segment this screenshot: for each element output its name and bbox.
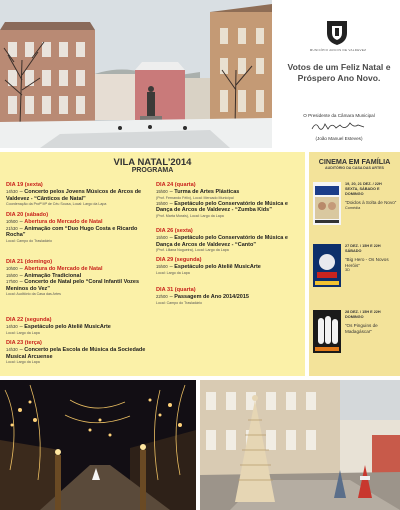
event-line <box>156 264 296 271</box>
event-time: 10h00 <box>6 219 18 224</box>
event-dash: – <box>169 264 175 270</box>
event-time: 15h00 <box>156 189 168 194</box>
movie-item <box>345 310 399 334</box>
movie-title: “Os Pinguins de Madagáscar” <box>345 323 378 334</box>
event-location-note: (Prof. Fernando Félix), Local: Mercado Municipal <box>156 195 234 200</box>
program-day <box>156 228 296 253</box>
crest-caption: MUNICÍPIO ARCOS DE VALDEVEZ <box>309 48 367 52</box>
christmas-program-panel <box>0 152 305 376</box>
event-dash: – <box>169 235 175 241</box>
event-location-note: Coordenação da Profª Mª de Céu Sousa, Local: Largo da Lapa <box>6 202 107 207</box>
movie-days: DOMINGO <box>345 315 364 319</box>
event-dash: – <box>19 219 25 225</box>
event-dash: – <box>19 189 25 195</box>
municipal-crest-logo <box>324 18 350 46</box>
event-dash: – <box>19 347 25 353</box>
event-time: 15h00 <box>156 200 168 206</box>
program-title: VILA NATAL’2014 <box>113 157 192 168</box>
movie-poster-pinguins <box>313 310 341 353</box>
movie-genre: 3D <box>345 268 350 273</box>
program-subtitle: PROGRAMA <box>131 167 174 174</box>
movie-date: 19, 20, 21 DEZ. / 22H <box>345 182 382 186</box>
event-text: Turma de Artes Plásticas <box>174 189 240 195</box>
event-text: Abertura do Mercado de Natal <box>24 266 103 272</box>
movie-item <box>345 182 399 211</box>
day-heading: DIA 20 (sábado) <box>6 212 49 218</box>
movie-genre: Comédia <box>345 205 361 210</box>
event-text: Espetáculo pelo Conservatório de Música e Dança de Arcos de Valdevez - “Canto” <box>156 235 288 248</box>
movie-title: “Big Hero - Os Novos Heróis” <box>345 257 389 268</box>
event-time: 15h00 <box>6 272 18 278</box>
event-location-note: Local: Largo da Lapa <box>6 330 40 335</box>
event-text: Animação Tradicional <box>24 272 82 279</box>
movie-item <box>345 244 399 273</box>
event-dash: – <box>19 266 25 272</box>
event-line <box>6 324 146 331</box>
movie-poster-big-hero <box>313 244 341 287</box>
event-line <box>156 235 296 248</box>
event-text: Concerto pela Escola de Música da Sociedade Musical Arcuense <box>6 347 146 360</box>
movie-date: 28 DEZ. / 15H E 22H <box>345 310 381 314</box>
event-time: 17h00 <box>6 279 18 285</box>
event-text: Concerto pelos Jovens Músicos de Arcos de Valdevez - “Cânticos de Natal” <box>6 189 142 202</box>
event-line <box>6 189 146 202</box>
greeting-title: Votos de um Feliz Natal e Próspero Ano Novo. <box>287 62 391 83</box>
day-heading: DIA 24 (quarta) <box>156 182 196 188</box>
event-line <box>6 279 146 292</box>
event-time: 15h00 <box>156 264 168 269</box>
event-line <box>156 189 296 196</box>
event-location-note: Local: Campo do Trasladário <box>6 238 52 243</box>
event-text: Espetáculo pelo Ateliê MusicArte <box>174 264 261 270</box>
event-text: Espetáculo pelo Ateliê MusicArte <box>24 324 111 330</box>
day-heading: DIA 21 (domingo) <box>6 259 53 265</box>
event-time: 22h00 <box>156 294 168 299</box>
program-day <box>6 259 146 297</box>
event-location-note: Local: Largo da Lapa <box>6 360 40 365</box>
town-square-photo <box>0 0 272 148</box>
event-text: Animação com “Duo Hugo Costa e Ricardo Rocha” <box>6 225 138 239</box>
event-line <box>6 219 146 226</box>
day-heading: DIA 29 (segunda) <box>156 257 202 263</box>
event-text: Passagem de Ano 2014/2015 <box>174 294 249 300</box>
event-line <box>6 347 146 360</box>
event-time: 10h00 <box>6 266 18 271</box>
event-location-note: (Prof. Marta Morais), Local: Largo da Lapa <box>156 213 224 218</box>
program-day <box>156 182 296 219</box>
day-heading: DIA 31 (quarta) <box>156 287 196 293</box>
program-day <box>6 212 146 244</box>
signature-image <box>310 119 366 133</box>
event-line <box>6 273 146 280</box>
program-day <box>156 257 296 276</box>
day-heading: DIA 19 (sexta) <box>6 182 43 188</box>
event-dash: – <box>169 294 175 300</box>
event-dash: – <box>19 324 25 330</box>
event-time: 21h30 <box>6 225 18 231</box>
program-day <box>6 317 146 336</box>
day-heading: DIA 26 (sexta) <box>156 228 193 234</box>
event-location-note: Local: Largo da Lapa <box>156 270 190 275</box>
event-dash: – <box>19 225 25 232</box>
event-line <box>156 294 296 301</box>
event-location-note: (Prof. Liliana Nogueira), Local: Largo da Lapa <box>156 248 229 253</box>
cinema-panel <box>309 152 400 376</box>
signer-name: (João Manuel Esteves) <box>315 136 363 141</box>
day-heading: DIA 22 (segunda) <box>6 317 52 323</box>
event-location-note: Local: Campo do Trasladário <box>156 300 202 305</box>
event-time: 15h00 <box>156 235 168 240</box>
program-day <box>156 287 296 306</box>
event-time: 14h30 <box>6 189 18 194</box>
event-location-note: Local: Auditório da Casa das Artes <box>6 292 61 297</box>
signer-role: O Presidente da Câmara Municipal <box>303 113 375 118</box>
event-dash: – <box>19 272 25 279</box>
event-line <box>156 201 296 214</box>
event-text: Concerto de Natal pelo “Coral Infantil Vozes Meninos do Vez” <box>6 279 140 292</box>
day-heading: DIA 23 (terça) <box>6 340 42 346</box>
movie-days: SÁBADO <box>345 249 362 253</box>
event-time: 14h30 <box>6 347 18 352</box>
program-day <box>6 340 146 365</box>
movie-days: SEXTA, SÁBADO E DOMINGO <box>345 187 380 196</box>
cinema-subtitle: AUDITÓRIO DA CASA DAS ARTES <box>325 166 384 170</box>
event-dash: – <box>169 200 175 207</box>
event-dash: – <box>169 189 175 195</box>
town-square-illustration <box>0 0 272 148</box>
event-text: Espetáculo pelo Conservatório de Música e Dança de Arcos de Valdevez - “Zumba Kids” <box>156 200 288 214</box>
program-day <box>6 182 146 207</box>
event-text: Abertura do Mercado de Natal <box>24 219 103 225</box>
snowy-square-sculptures-photo <box>200 380 400 510</box>
cinema-title: CINEMA EM FAMÍLIA <box>318 157 391 166</box>
movie-poster-doidos <box>313 182 341 225</box>
event-dash: – <box>19 279 25 286</box>
square-illustration <box>200 380 400 510</box>
night-street-illustration <box>0 380 196 510</box>
movie-date: 27 DEZ. / 15H E 22H <box>345 244 381 248</box>
event-time: 14h30 <box>6 324 18 329</box>
greeting-card <box>276 0 400 148</box>
movie-title: “Doidos à Solta de Novo” <box>345 200 397 205</box>
christmas-lights-street-photo <box>0 380 196 510</box>
event-line <box>6 266 146 273</box>
event-line <box>6 226 146 239</box>
